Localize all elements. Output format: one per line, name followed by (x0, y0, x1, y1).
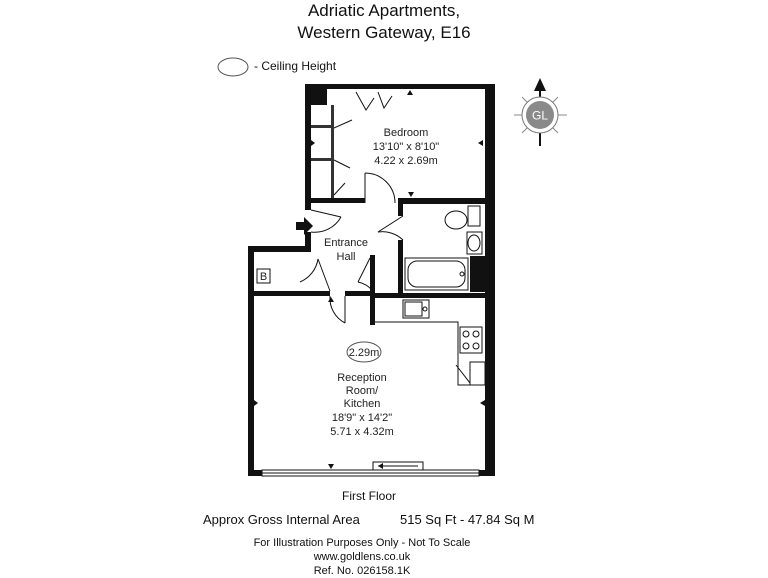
property-title: Adriatic Apartments, (307, 1, 461, 20)
property-address: Western Gateway, E16 (297, 23, 471, 42)
bottom-window (262, 462, 479, 476)
bedroom-name: Bedroom (383, 127, 429, 139)
kitchen-fixtures (375, 300, 485, 385)
reference-number: Ref. No. 026158.1K (313, 565, 411, 577)
gross-area-label: Approx Gross Internal Area (203, 512, 360, 527)
reception-name-line2: Room/ (345, 385, 379, 397)
compass-icon (514, 78, 567, 146)
disclaimer-text: For Illustration Purposes Only - Not To Scale (253, 537, 471, 549)
bedroom-metric-size: 4.22 x 2.69m (374, 155, 438, 167)
reception-name-line1: Reception (337, 372, 387, 384)
boiler-label: B (259, 271, 268, 283)
website-text: www.goldlens.co.uk (313, 551, 411, 563)
reception-metric-size: 5.71 x 4.32m (330, 426, 394, 438)
hall-name-line2: Hall (336, 251, 356, 263)
floor-label: First Floor (342, 489, 396, 503)
compass-badge: GL (531, 108, 549, 123)
reception-ceiling-height: 2.29m (348, 347, 380, 359)
ceiling-height-legend-icon (218, 58, 248, 76)
hall-name-line1: Entrance (323, 237, 369, 249)
gross-area-value: 515 Sq Ft - 47.84 Sq M (400, 512, 535, 527)
ceiling-height-legend-label: - Ceiling Height (254, 59, 337, 73)
interior-walls (254, 105, 485, 325)
bedroom-imperial-size: 13'10" x 8'10" (372, 141, 440, 153)
reception-imperial-size: 18'9" x 14'2" (331, 412, 393, 424)
reception-name-line3: Kitchen (343, 398, 381, 410)
